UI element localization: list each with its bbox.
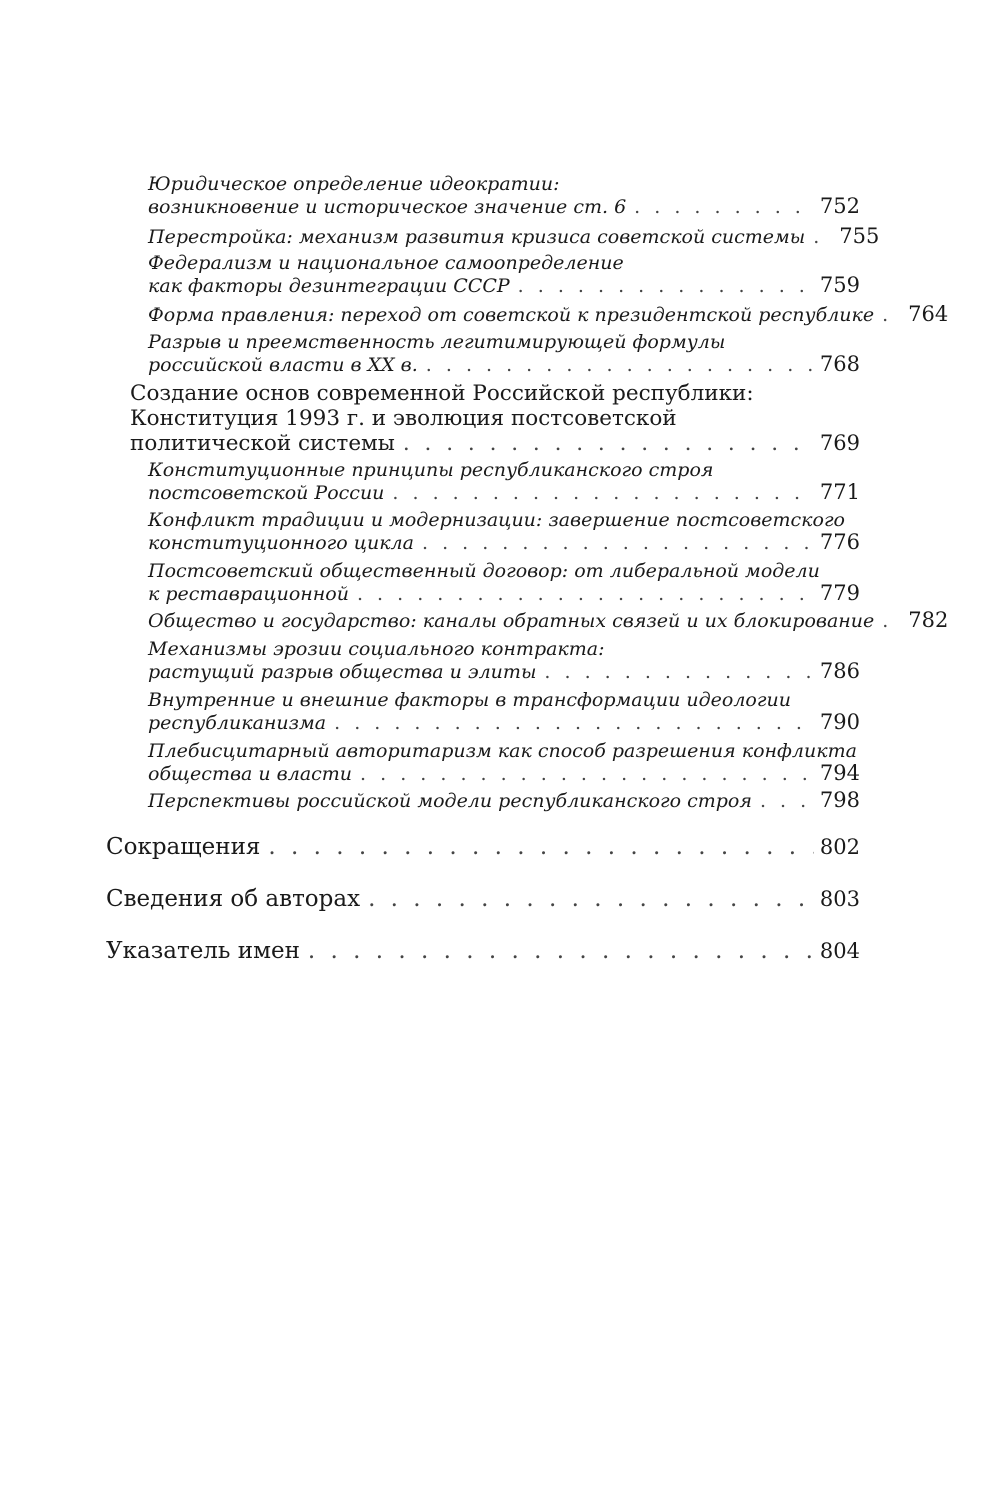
toc-entry-title: растущий разрыв общества и элиты xyxy=(148,661,537,683)
dot-leader xyxy=(544,661,813,683)
toc-entry-line xyxy=(148,302,949,326)
toc-entry xyxy=(148,638,860,683)
toc-entry-title: как факторы дезинтеграции СССР xyxy=(148,275,510,297)
toc-entry-line xyxy=(148,195,860,218)
dot-leader xyxy=(268,833,813,861)
toc-chapter-entry xyxy=(106,937,860,965)
dot-leader xyxy=(426,354,814,376)
toc-entry-title: политической системы xyxy=(130,431,395,456)
dot-leader xyxy=(422,532,814,554)
toc-entry-title: Указатель имен xyxy=(106,938,300,964)
dot-leader xyxy=(334,712,814,734)
toc-page-number: 755 xyxy=(839,224,880,248)
dot-leader xyxy=(357,583,814,605)
toc-entry-title: Перспективы российской модели республиканского строя xyxy=(148,790,752,812)
toc-entry-title: общества и власти xyxy=(148,763,353,785)
toc-entry-line xyxy=(148,252,860,274)
toc-entry-title: конституционного цикла xyxy=(148,532,414,554)
toc-entry-line xyxy=(148,531,860,554)
toc-entry xyxy=(148,173,860,218)
toc-entry xyxy=(148,789,860,812)
toc-page-number: 803 xyxy=(819,887,860,911)
toc-entry-title: Создание основ современной Российской республики: xyxy=(130,381,754,406)
toc-page-number: 786 xyxy=(819,659,860,683)
toc-chapter-entry xyxy=(106,885,860,913)
toc-page-number: 798 xyxy=(819,788,860,812)
toc-entry-line xyxy=(148,711,860,734)
toc-page-number: 769 xyxy=(819,431,860,455)
toc-entry xyxy=(148,509,860,554)
toc-entry-line xyxy=(148,481,860,504)
dot-leader xyxy=(360,763,814,785)
toc-entry-title: российской власти в XX в. xyxy=(148,354,418,376)
toc-entry-title: Механизмы эрозии социального контракта: xyxy=(148,638,605,660)
toc-entry-line xyxy=(148,689,860,711)
toc-page-number: 782 xyxy=(908,608,949,632)
toc-entry-title: Форма правления: переход от советской к президентской республике xyxy=(148,304,875,326)
toc-entry-line xyxy=(148,331,860,353)
toc-page-number: 804 xyxy=(819,939,860,963)
toc-entry-title: Конфликт традиции и модернизации: завершение постсоветского xyxy=(148,509,845,531)
toc-entry-title: Разрыв и преемственность легитимирующей формулы xyxy=(148,331,726,353)
toc-page-number: 764 xyxy=(908,302,949,326)
toc-entry-title: Сведения об авторах xyxy=(106,886,361,912)
dot-leader xyxy=(813,226,833,248)
toc-entry-line xyxy=(148,660,860,683)
toc-entry-line xyxy=(148,638,860,660)
toc-entry-line xyxy=(148,353,860,376)
toc-page-number: 759 xyxy=(819,273,860,297)
toc-entry-line xyxy=(106,937,860,965)
toc-entry-title: Федерализм и национальное самоопределение xyxy=(148,252,624,274)
dot-leader xyxy=(392,482,813,504)
toc-entry-line xyxy=(130,406,860,431)
toc-chapter-entry xyxy=(106,833,860,861)
toc-page-number: 802 xyxy=(819,835,860,859)
toc-entry-line xyxy=(130,431,860,456)
toc-page-number: 771 xyxy=(819,480,860,504)
toc-entry-title: Конституция 1993 г. и эволюция постсоветской xyxy=(130,406,677,431)
toc-page-number: 752 xyxy=(819,194,860,218)
toc-entry-line xyxy=(148,789,860,812)
toc-entry-title: Плебисцитарный авторитаризм как способ разрешения конфликта xyxy=(148,740,857,762)
toc-entry-line xyxy=(148,740,860,762)
dot-leader xyxy=(368,885,814,913)
toc-page-number: 776 xyxy=(819,530,860,554)
dot-leader xyxy=(760,790,814,812)
toc-entry-line xyxy=(148,459,860,481)
toc-entry xyxy=(148,560,860,605)
toc-entry-title: к реставрационной xyxy=(148,583,349,605)
toc-entry xyxy=(148,459,860,504)
dot-leader xyxy=(518,275,814,297)
toc-entry-line xyxy=(148,274,860,297)
toc-page-number: 768 xyxy=(819,352,860,376)
toc-entry xyxy=(148,252,860,297)
toc-entry-line xyxy=(148,560,860,582)
toc-entry-title: Постсоветский общественный договор: от либеральной модели xyxy=(148,560,820,582)
toc-entry-title: Общество и государство: каналы обратных связей и их блокирование xyxy=(148,610,875,632)
dot-leader xyxy=(882,610,902,632)
toc-entry-title: Конституционные принципы республиканского строя xyxy=(148,459,714,481)
dot-leader xyxy=(882,304,902,326)
toc-entry xyxy=(148,608,949,632)
dot-leader xyxy=(634,196,814,218)
toc-entry xyxy=(148,689,860,734)
toc-entry xyxy=(148,224,880,248)
toc-entry xyxy=(148,302,949,326)
toc-entry-title: Юридическое определение идеократии: xyxy=(148,173,560,195)
toc-entry-title: Внутренние и внешние факторы в трансформации идеологии xyxy=(148,689,791,711)
toc-entry-title: Перестройка: механизм развития кризиса советской системы xyxy=(148,226,806,248)
toc-entry-line xyxy=(130,381,860,406)
toc-entry-title: республиканизма xyxy=(148,712,327,734)
toc-entry-line xyxy=(148,509,860,531)
toc-entry-line xyxy=(148,173,860,195)
toc-entry-title: возникновение и историческое значение ст. 6 xyxy=(148,196,627,218)
toc-entry-title: постсоветской России xyxy=(148,482,385,504)
toc-page-number: 794 xyxy=(819,761,860,785)
toc-page-number: 779 xyxy=(819,581,860,605)
toc-entry xyxy=(148,740,860,785)
toc-section-entry xyxy=(130,381,860,456)
toc-page-number: 790 xyxy=(819,710,860,734)
toc-entry-line xyxy=(148,224,880,248)
toc-entry-line xyxy=(106,833,860,861)
dot-leader xyxy=(403,431,814,456)
toc-entry-title: Сокращения xyxy=(106,834,261,860)
toc-entry-line xyxy=(148,608,949,632)
toc-entry-line xyxy=(106,885,860,913)
toc-entry xyxy=(148,331,860,376)
dot-leader xyxy=(308,937,814,965)
toc-entry-line xyxy=(148,762,860,785)
toc-entry-line xyxy=(148,582,860,605)
